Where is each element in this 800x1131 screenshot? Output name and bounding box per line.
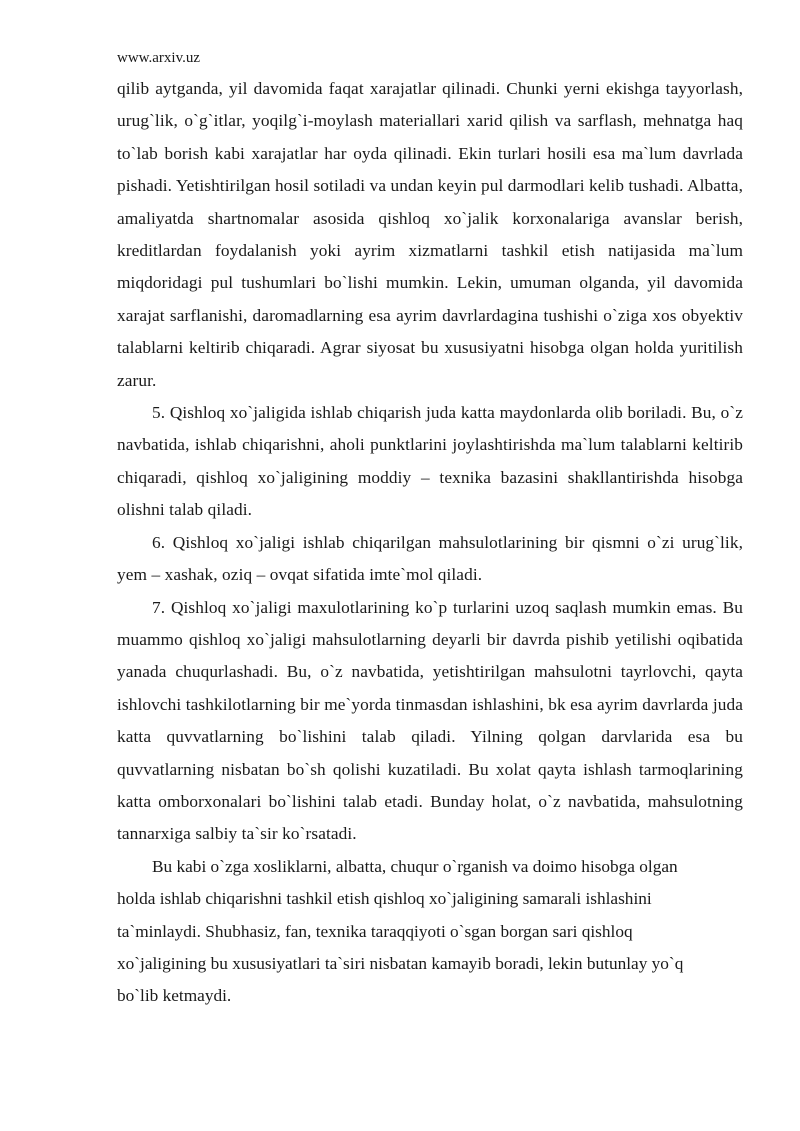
paragraph-item-5: 5. Qishloq xo`jaligida ishlab chiqarish juda katta maydonlarda olib boriladi. Bu, o`z navbatida, ishlab chiqarishni, aholi punktlarini joylashtirishda ma`lum talablarni keltirib chiqaradi, qishloq xo`jaligining moddiy – texnika bazasini shakllantirishda hisobga olishni talab qiladi. xyxy=(117,403,743,520)
paragraph-item-6: 6. Qishloq xo`jaligi ishlab chiqarilgan mahsulotlarining bir qismni o`zi urug`lik, yem – xashak, oziq – ovqat sifatida imte`mol qiladi. xyxy=(117,532,743,585)
document-body xyxy=(117,73,743,1013)
page-header-site: www.arxiv.uz xyxy=(117,50,201,66)
paragraph-conclusion: Bu kabi o`zga xosliklarni, albatta, chuqur o`rganish va doimo hisobga olgan holda ishlab chiqarishni tashkil etish qishloq xo`jaligining samarali ishlashini ta`minlaydi. Shubhasiz, fan, texnika taraqqiyoti o`sgan borgan sari qishloq xo`jaligining bu xususiyatlari ta`siri nisbatan kamayib boradi, lekin butunlay yo`q bo`lib ketmaydi. xyxy=(117,856,684,1006)
paragraph-item-7: 7. Qishloq xo`jaligi maxulotlarining ko`p turlarini uzoq saqlash mumkin emas. Bu muammo qishloq xo`jaligi mahsulotlarning deyarli bir davrda pishib yetilishi oqibatida yanada chuqurlashadi. Bu, o`z navbatida, yetishtirilgan mahsulotni tayrlovchi, qayta ishlovchi tashkilotlarning bir me`yorda tinmasdan ishlashini, bk esa ayrim davrlarda juda katta quvvatlarning bo`lishini talab qiladi. Yilning qolgan darvlarida esa bu quvvatlarning nisbatan bo`sh qolishi kuzatiladi. Bu xolat qayta ishlash tarmoqlarining katta omborxonalari bo`lishini talab etadi. Bunday holat, o`z navbatida, mahsulotning tannarxiga salbiy ta`sir ko`rsatadi. xyxy=(117,597,743,844)
paragraph-continuation: qilib aytganda, yil davomida faqat xarajatlar qilinadi. Chunki yerni ekishga tayyorlash, urug`lik, o`g`itlar, yoqilg`i-moylash materiallari xarid qilish va sarflash, mehnatga haq to`lab borish kabi xarajatlar har oyda qilinadi. Ekin turlari hosili esa ma`lum davrlada pishadi. Yetishtirilgan hosil sotiladi va undan keyin pul darmodlari kelib tushadi. Albatta, amaliyatda shartnomalar asosida qishloq xo`jalik korxonalariga avanslar berish, kreditlardan foydalanish yoki ayrim xizmatlarni tashkil etish natijasida ma`lum miqdoridagi pul tushumlari bo`lishi mumkin. Lekin, umuman olganda, yil davomida xarajat sarflanishi, daromadlarning esa ayrim davrlardagina tushishi o`ziga xos obyektiv talablarni keltirib chiqaradi. Agrar siyosat bu xususiyatni hisobga olgan holda yuritilish zarur. xyxy=(117,79,743,390)
